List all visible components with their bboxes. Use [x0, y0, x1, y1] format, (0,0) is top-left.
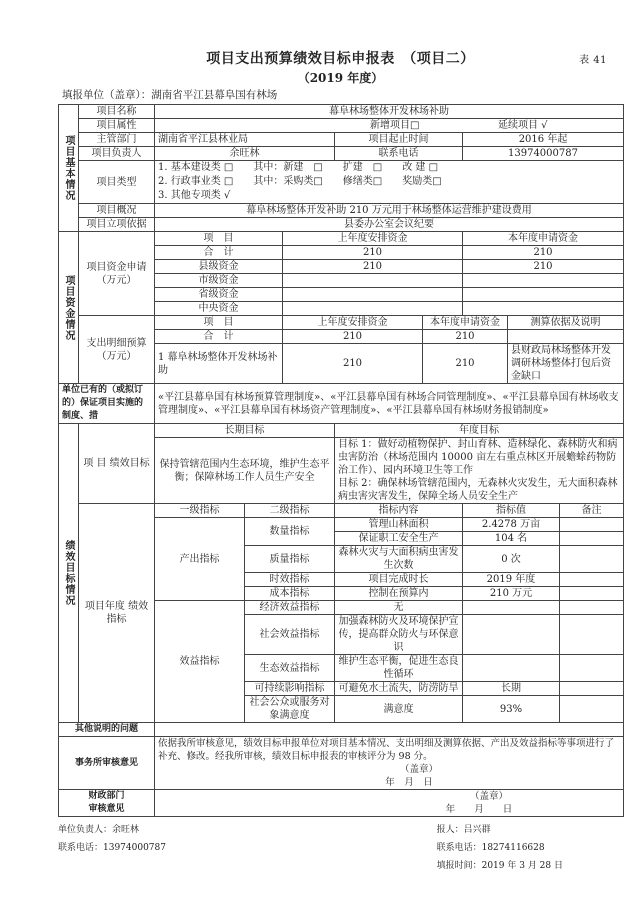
label-funds-apply [79, 232, 155, 316]
indicator-value: 93% [463, 696, 560, 723]
value-finance [155, 790, 624, 817]
label-detail [79, 316, 155, 384]
value-owner: 余旺林 [155, 147, 335, 161]
label-other: 其他说明的问题 [59, 723, 155, 737]
finance-label-1: 财政部门 [88, 791, 125, 801]
indicator-level2: 可持续影响指标 [245, 682, 335, 696]
indicator-note [560, 546, 624, 573]
value-phone: 13974000787 [463, 147, 624, 161]
indicator-value: 长期 [463, 682, 560, 696]
indicator-content: 保证职工安全生产 [335, 532, 463, 546]
footer-unit-head: 单位负责人：余旺林 [58, 825, 140, 835]
row-detail-header [59, 316, 624, 330]
funds-header-item: 项 目 [155, 232, 283, 246]
label-project-name: 项目名称 [79, 105, 155, 119]
indicator-content: 可避免水土流失，防涝防旱 [335, 682, 463, 696]
row-finance [59, 790, 624, 817]
table-number: 表 41 [579, 55, 607, 66]
row-goal-header [59, 424, 624, 438]
label-period: 项目起止时间 [335, 133, 463, 147]
funds-row-prev [283, 274, 463, 288]
row-system [59, 384, 624, 424]
detail-header-prev: 上年度安排资金 [283, 316, 423, 330]
funds-row-prev [283, 302, 463, 316]
funds-row-cur [463, 274, 624, 288]
indicator-level2: 质量指标 [245, 546, 335, 573]
detail-row-prev: 210 [283, 344, 423, 384]
funds-apply-unit: （万元） [96, 274, 137, 286]
annual-goal-2: 目标 2：确保林场管辖范围内，无森林火灾发生，无大面积森林病虫害灾害发生，保障全场人员安全生产 [338, 478, 618, 502]
type-line-2: 2. 行政事业类 □ 其中：采购类□ 修缮类□ 奖励类□ [158, 176, 442, 187]
value-long-term: 保持管辖范围内生态环境，维护生态平衡；保障林场工作人员生产安全 [155, 438, 335, 504]
value-annual [335, 438, 624, 504]
indicator-note [560, 601, 624, 615]
indicator-value [463, 655, 560, 682]
annual-goal-1: 目标 1：做好动植物保护、封山育林、造林绿化、森林防火和病虫害防治（林场范围内 10000 亩左右重点林区开展蟾蜍药物防治工作）、园内环境卫生等工作 [338, 439, 618, 476]
row-indicator-header [59, 504, 624, 518]
value-audit [155, 737, 624, 790]
audit-date: 年 月 日 [385, 777, 433, 788]
indicator-note [560, 682, 624, 696]
indicator-value: 2.4278 万亩 [463, 518, 560, 532]
budget-form-table [58, 104, 624, 817]
footer-reporter: 报人：吕兴群 [436, 825, 491, 835]
indicator-content: 项目完成时长 [335, 573, 463, 587]
detail-unit: （万元） [96, 350, 137, 362]
indicator-value: 210 万元 [463, 587, 560, 601]
funds-header-prev: 上年度安排资金 [283, 232, 463, 246]
page-title: 项目支出预算绩效目标申报表 （项目二） [206, 51, 475, 67]
label-audit: 事务所审核意见 [59, 737, 155, 790]
value-period: 2016 年起 [463, 133, 624, 147]
indicator-level2: 成本指标 [245, 587, 335, 601]
page-subtitle: （2019 年度） [297, 71, 384, 85]
label-finance [59, 790, 155, 817]
detail-row-cur: 210 [423, 344, 508, 384]
indicator-value: 0 次 [463, 546, 560, 573]
row-project-name [59, 105, 624, 119]
funds-row-label: 县级资金 [155, 260, 283, 274]
row-type [59, 161, 624, 204]
funds-row-cur [463, 288, 624, 302]
indicator-content: 无 [335, 601, 463, 615]
row-audit [59, 737, 624, 790]
label-goal: 项 目 绩效目标 [79, 424, 155, 504]
indicator-content: 满意度 [335, 696, 463, 723]
reporting-unit: 填报单位（盖章）：湖南省平江县幕阜国有林场 [62, 89, 278, 101]
indicator-note [560, 655, 624, 682]
funds-row-prev [283, 288, 463, 302]
indicator-content: 维护生态平衡，促进生态良性循环 [335, 655, 463, 682]
value-system: «平江县幕阜国有林场预算管理制度»、«平江县幕阜国有林场合同管理制度»、«平江县幕阜国有林场收支管理制度»、«平江县幕阜国有林场资产管理制度»、«平江县幕阜国有林场财务报销制度» [155, 384, 624, 424]
indicator-note [560, 696, 624, 723]
indicator-header-content: 指标内容 [335, 504, 463, 518]
indicator-content: 控制在预算内 [335, 587, 463, 601]
label-type: 项目类型 [79, 161, 155, 204]
funds-row-label: 合 计 [155, 246, 283, 260]
indicator-level2: 生态效益指标 [245, 655, 335, 682]
detail-row-prev: 210 [283, 330, 423, 344]
funds-row-cur: 210 [463, 246, 624, 260]
benefit-label: 效益指标 [155, 601, 245, 723]
label-owner: 项目负责人 [79, 147, 155, 161]
footer-unit-phone: 联系电话：13974000787 [58, 843, 166, 853]
funds-apply-title: 项目资金申请 [86, 261, 147, 273]
row-overview [59, 204, 624, 218]
indicator-header-note: 备注 [560, 504, 624, 518]
audit-seal: （盖章） [400, 764, 439, 775]
funds-row-label: 中央资金 [155, 302, 283, 316]
section-basic: 项目基本情况 [59, 105, 79, 232]
indicator-note [560, 573, 624, 587]
row-other [59, 723, 624, 737]
detail-header-item: 项 目 [155, 316, 283, 330]
indicator-note [560, 615, 624, 655]
funds-row-prev: 210 [283, 260, 463, 274]
funds-header-cur: 本年度申请资金 [463, 232, 624, 246]
indicator-note [560, 587, 624, 601]
audit-text: 依据我所审核意见，绩效目标申报单位对项目基本情况、支出明细及测算依据、产出及效益指标等事项进行了补充、修改。经我所审核，绩效目标申报表的审核评分为 98 分。 [158, 738, 615, 762]
attr-continuing: 延续项目 √ [423, 119, 624, 133]
value-basis: 县委办公室会议纪要 [155, 218, 624, 232]
indicator-header-value: 指标值 [463, 504, 560, 518]
label-phone: 联系电话 [335, 147, 463, 161]
row-owner [59, 147, 624, 161]
detail-header-cur: 本年度申请资金 [423, 316, 508, 330]
section-performance: 绩效目标情况 [59, 424, 79, 723]
header-annual: 年度目标 [335, 424, 624, 438]
header-long-term: 长期目标 [155, 424, 335, 438]
output-label: 产出指标 [155, 518, 245, 601]
indicator-level2: 数量指标 [245, 518, 335, 546]
indicator-header-level1: 一级指标 [155, 504, 245, 518]
indicator-value: 104 名 [463, 532, 560, 546]
indicator-content: 管理山林面积 [335, 518, 463, 532]
finance-seal: （盖章） [470, 791, 509, 802]
value-project-name: 幕阜林场整体开发林场补助 [155, 105, 624, 119]
type-line-3: 3. 其他专项类 √ [158, 190, 231, 201]
footer-right [437, 821, 563, 875]
indicator-level2: 时效指标 [245, 573, 335, 587]
funds-row-label: 市级资金 [155, 274, 283, 288]
type-line-1: 1. 基本建设类 □ 其中：新建 □ 扩建 □ 改 建 □ [158, 162, 439, 173]
indicator-value [463, 615, 560, 655]
detail-row-basis: 县财政局林场整体开发调研林场整体打包后资金缺口 [508, 344, 624, 384]
row-funds-header [59, 232, 624, 246]
indicator-content: 森林火灾与大面积病虫害发生次数 [335, 546, 463, 573]
finance-date: 年 月 日 [445, 804, 513, 815]
indicator-value: 2019 年度 [463, 573, 560, 587]
section-funds: 项目资金情况 [59, 232, 79, 384]
indicator-level2: 社会公众或服务对象满意度 [245, 696, 335, 723]
label-overview: 项目概况 [79, 204, 155, 218]
detail-row-label: 1 幕阜林场整体开发林场补助 [155, 344, 283, 384]
funds-row-cur [463, 302, 624, 316]
row-project-attr [59, 119, 624, 133]
attr-new: 新增项目□ [155, 119, 423, 133]
value-other [155, 723, 624, 737]
detail-row-cur: 210 [423, 330, 508, 344]
value-dept: 湖南省平江县林业局 [155, 133, 335, 147]
footer-left [58, 821, 166, 875]
indicator-level2: 经济效益指标 [245, 601, 335, 615]
label-basis: 项目立项依据 [79, 218, 155, 232]
label-indicator: 项目年度 绩效指标 [79, 504, 155, 723]
value-type [155, 161, 624, 204]
indicator-value [463, 601, 560, 615]
title-row [58, 50, 623, 68]
detail-header-basis: 测算依据及说明 [508, 316, 624, 330]
funds-row-label: 省级资金 [155, 288, 283, 302]
indicator-level2: 社会效益指标 [245, 615, 335, 655]
footer-fill-date: 填报时间：2019 年 3 月 28 日 [436, 861, 563, 871]
detail-row-basis [508, 330, 624, 344]
label-project-attr: 项目属性 [79, 119, 155, 133]
funds-row-prev: 210 [283, 246, 463, 260]
indicator-note [560, 532, 624, 546]
indicator-header-level2: 二级指标 [245, 504, 335, 518]
detail-row-label: 合 计 [155, 330, 283, 344]
value-overview: 幕阜林场整体开发补助 210 万元用于林场整体运营维护建设费用 [155, 204, 624, 218]
row-dept [59, 133, 624, 147]
label-dept: 主管部门 [79, 133, 155, 147]
footer-reporter-phone: 联系电话：18274116628 [436, 843, 545, 853]
indicator-note [560, 518, 624, 532]
indicator-content: 加强森林防火及环境保护宣传，提高群众防火与环保意识 [335, 615, 463, 655]
detail-title: 支出明细预算 [86, 337, 147, 349]
label-system: 单位已有的（或拟订的）保证项目实施的制度、措 [59, 384, 155, 424]
finance-label-2: 审核意见 [88, 804, 125, 814]
funds-row-cur: 210 [463, 260, 624, 274]
row-basis [59, 218, 624, 232]
footer [58, 821, 623, 875]
